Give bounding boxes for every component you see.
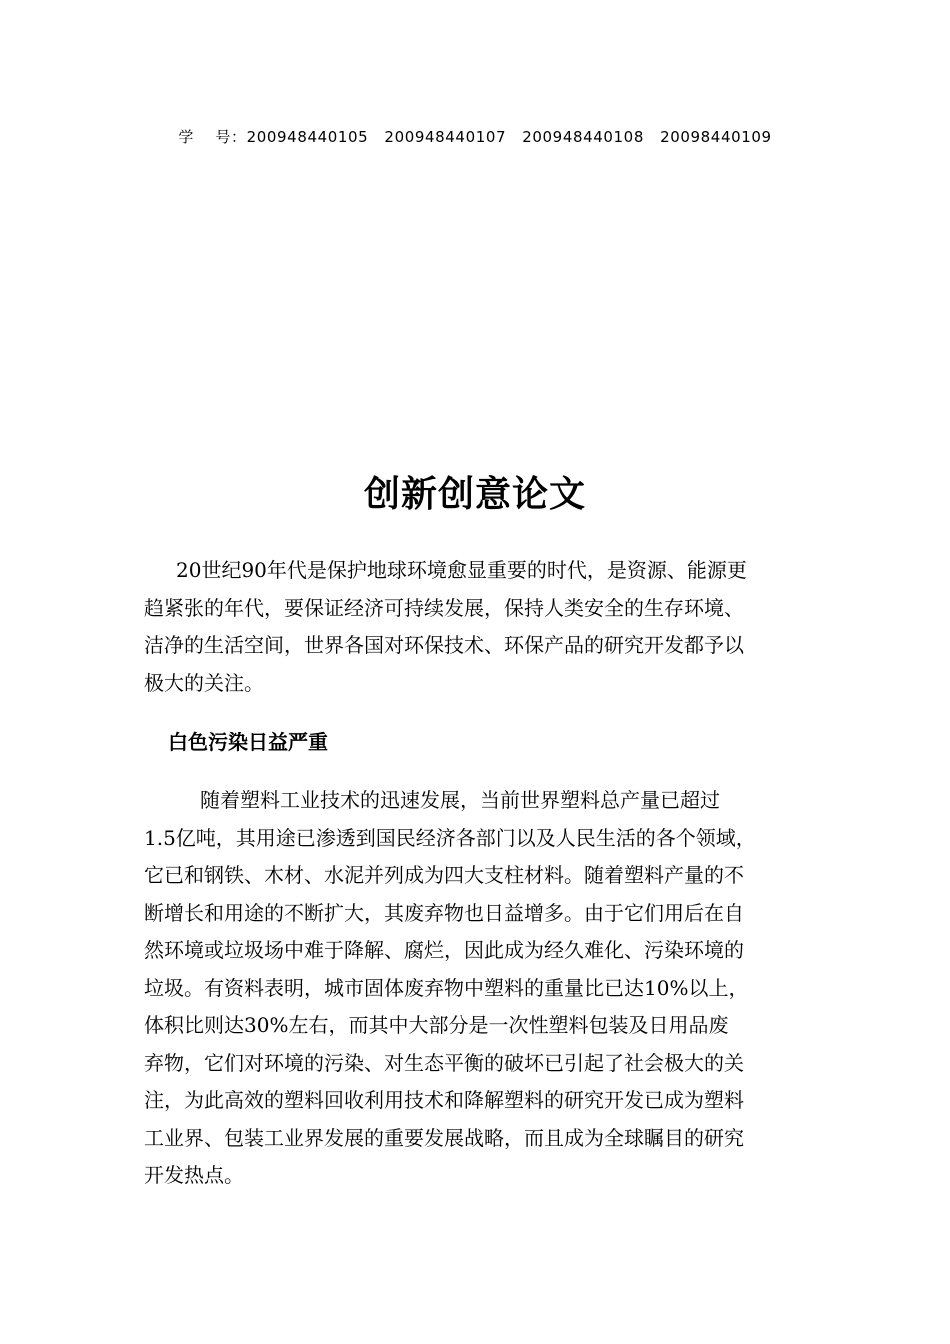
section-heading: 白色污染日益严重 (168, 730, 328, 754)
paragraph-line: 注，为此高效的塑料回收利用技术和降解塑料的研究开发已成为塑料 (144, 1088, 744, 1112)
paragraph-line: 它已和钢铁、木材、水泥并列成为四大支柱材料。随着塑料产量的不 (144, 863, 744, 887)
body-paragraph (144, 782, 824, 1195)
paragraph-line: 体积比则达30%左右，而其中大部分是一次性塑料包装及日用品废 (144, 1013, 729, 1037)
paragraph-line: 然环境或垃圾场中难于降解、腐烂，因此成为经久难化、污染环境的 (144, 938, 744, 962)
paragraph-line: 断增长和用途的不断扩大，其废弃物也日益增多。由于它们用后在自 (144, 900, 744, 925)
paragraph-line: 1.5亿吨，其用途已渗透到国民经济各部门以及人民生活的各个领域， (144, 825, 756, 850)
intro-paragraph (144, 552, 824, 702)
paragraph-line: 垃圾。有资料表明，城市固体废弃物中塑料的重量比已达10%以上， (144, 975, 749, 1000)
paper-title: 创新创意论文 (363, 474, 586, 515)
paragraph-line: 弃物，它们对环境的污染、对生态平衡的破坏已引起了社会极大的关 (144, 1050, 744, 1075)
paragraph-line: 20世纪90年代是保护地球环境愈显重要的时代，是资源、能源更 (176, 558, 747, 582)
paragraph-line: 工业界、包装工业界发展的重要发展战略，而且成为全球瞩目的研究 (144, 1125, 744, 1150)
student-id-line: 学 号：200948440105 200948440107 200948440108 20098440109 (178, 128, 772, 146)
paragraph-line: 洁净的生活空间，世界各国对环保技术、环保产品的研究开发都予以 (144, 633, 744, 657)
paragraph-line: 随着塑料工业技术的迅速发展，当前世界塑料总产量已超过 (200, 788, 720, 812)
paragraph-line: 极大的关注。 (144, 670, 264, 695)
paragraph-line: 开发热点。 (144, 1163, 244, 1187)
paragraph-line: 趋紧张的年代，要保证经济可持续发展，保持人类安全的生存环境、 (144, 595, 744, 620)
